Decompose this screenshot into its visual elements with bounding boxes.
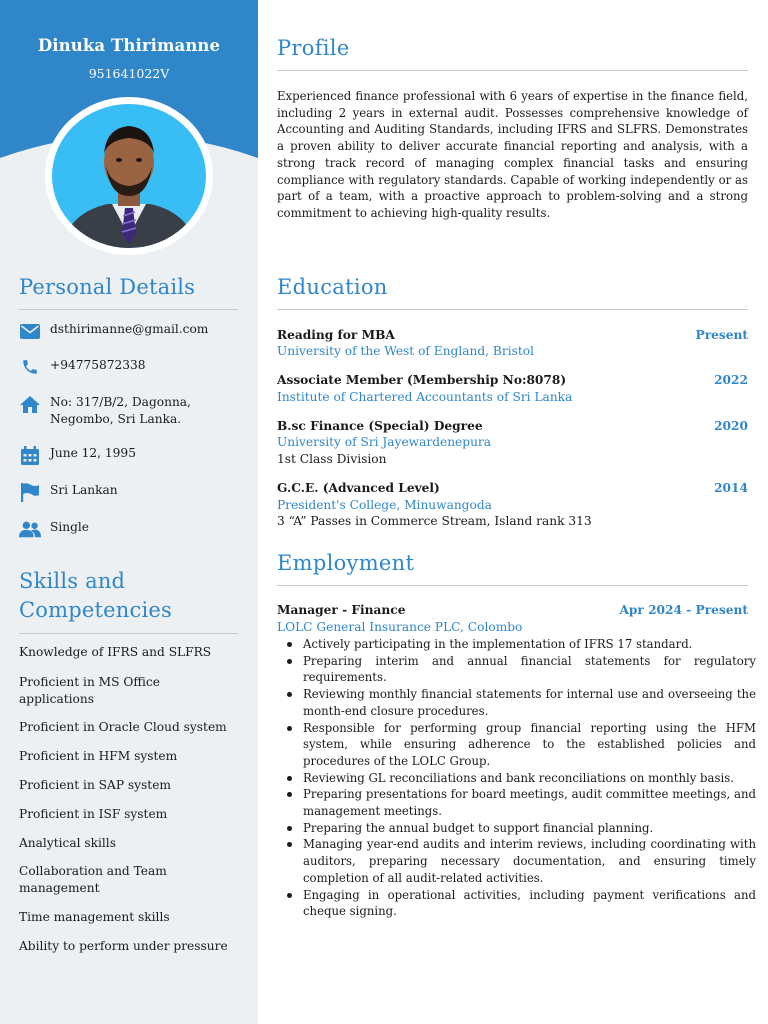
profile-heading: Profile (277, 36, 350, 60)
education-title: B.sc Finance (Special) Degree (277, 419, 483, 433)
profile-photo (45, 97, 213, 255)
address-text: No: 317/B/2, Dagonna, Negombo, Sri Lanka. (50, 395, 191, 426)
calendar-icon (19, 445, 41, 465)
bullet (287, 826, 292, 831)
bullet (287, 642, 292, 647)
bullet (287, 893, 292, 898)
duty-text: Preparing the annual budget to support financial planning. (303, 820, 654, 835)
address-row (19, 394, 244, 427)
home-icon (19, 394, 41, 414)
education-year: 2022 (714, 373, 748, 387)
candidate-name: Dinuka Thirimanne (37, 36, 221, 55)
education-title: Reading for MBA (277, 328, 395, 342)
duty-text: Preparing interim and annual financial statements for regulatory requirements. (303, 653, 756, 685)
education-institution: Institute of Chartered Accountants of Sri Lanka (277, 390, 573, 404)
divider (277, 70, 748, 71)
education-note: 1st Class Division (277, 452, 387, 466)
duty-text: Reviewing GL reconciliations and bank reconciliations on monthly basis. (303, 770, 734, 785)
duty-item (277, 887, 756, 920)
education-heading: Education (277, 275, 388, 299)
duty-item (277, 770, 756, 787)
divider (277, 309, 748, 310)
email-row (19, 321, 244, 341)
dob-row (19, 445, 244, 465)
skill-item: Proficient in SAP system (19, 778, 171, 792)
bullet (287, 692, 292, 697)
skill-item: Collaboration and Team management (19, 864, 167, 895)
job-period: Apr 2024 - Present (619, 603, 748, 617)
employment-heading: Employment (277, 551, 415, 575)
skills-heading: Skills and Competencies (19, 569, 172, 622)
duty-text: Preparing presentations for board meetings, audit committee meetings, and management meetings. (303, 787, 756, 819)
nationality-row (19, 482, 244, 502)
education-institution: University of Sri Jayewardenepura (277, 435, 492, 449)
job-title: Manager - Finance (277, 603, 406, 617)
duty-text: Responsible for performing group financial reporting using the HFM system, while ensuring adherence to the established policies and procedures of the LOLC Group. (303, 720, 756, 768)
duty-item (277, 653, 756, 686)
skill-item: Proficient in ISF system (19, 807, 168, 821)
education-institution: President's College, Minuwangoda (277, 498, 492, 512)
phone-row (19, 357, 244, 377)
skill-item: Analytical skills (19, 836, 116, 850)
nic-number: 951641022V (88, 66, 170, 81)
education-note: 3 “A” Passes in Commerce Stream, Island rank 313 (277, 514, 592, 528)
skill-item: Proficient in MS Office applications (19, 675, 160, 706)
divider (19, 309, 238, 310)
skill-item: Proficient in HFM system (19, 749, 178, 763)
personal-details-heading: Personal Details (19, 275, 196, 299)
sidebar (0, 0, 258, 1024)
users-icon (19, 519, 41, 539)
profile-summary: Experienced finance professional with 6 years of expertise in the finance field, including 2 years in external audit. Possesses comprehensive knowledge of Accounting and Auditing Standards, including IFRS and SLFRS. Demonstrates a proven ability to deliver accurate financial reporting and analysis, with a strong track record of managing complex financial tasks and ensuring compliance with regulatory standards. Capable of working independently or as part of a team, with a proactive approach to problem-solving and a strong commitment to achieving high-quality results. (277, 89, 748, 220)
avatar (52, 104, 206, 248)
nationality-text: Sri Lankan (50, 483, 118, 497)
divider (19, 633, 238, 634)
education-title: Associate Member (Membership No:8078) (277, 373, 567, 387)
education-year: Present (695, 328, 748, 342)
bullet (287, 842, 292, 847)
duty-text: Engaging in operational activities, including payment verifications and cheque signing. (303, 887, 756, 919)
marital-status-row (19, 519, 244, 539)
skill-item: Ability to perform under pressure (19, 939, 228, 953)
duty-item (277, 820, 756, 837)
duty-text: Reviewing monthly financial statements for internal use and overseeing the month-end closure procedures. (303, 687, 756, 718)
dob-text: June 12, 1995 (50, 446, 136, 460)
duty-item (277, 686, 756, 719)
phone-text: +94775872338 (50, 358, 146, 372)
education-institution: University of the West of England, Bristol (277, 344, 534, 358)
skill-item: Proficient in Oracle Cloud system (19, 720, 227, 734)
marital-status-text: Single (50, 520, 90, 534)
duty-text: Managing year-end audits and interim reviews, including coordinating with auditors, preparing necessary documentation, and ensuring timely completion of all audit-related activities. (303, 837, 756, 885)
flag-icon (19, 482, 41, 502)
bullet (287, 792, 292, 797)
duty-item (277, 720, 756, 770)
education-title: G.C.E. (Advanced Level) (277, 481, 440, 495)
skill-item: Time management skills (19, 910, 170, 924)
duty-item (277, 636, 756, 653)
skill-item: Knowledge of IFRS and SLFRS (19, 645, 212, 659)
duty-text: Actively participating in the implementation of IFRS 17 standard. (303, 637, 693, 651)
phone-icon (19, 357, 41, 377)
bullet (287, 726, 292, 731)
divider (277, 585, 748, 586)
email-icon (19, 321, 41, 341)
education-year: 2014 (714, 481, 748, 495)
bullet (287, 776, 292, 781)
education-year: 2020 (714, 419, 748, 433)
duty-item (277, 836, 756, 886)
duty-item (277, 786, 756, 819)
job-company: LOLC General Insurance PLC, Colombo (277, 620, 523, 634)
email-text: dsthirimanne@gmail.com (50, 322, 209, 336)
bullet (287, 659, 292, 664)
job-duties-list (277, 636, 756, 920)
